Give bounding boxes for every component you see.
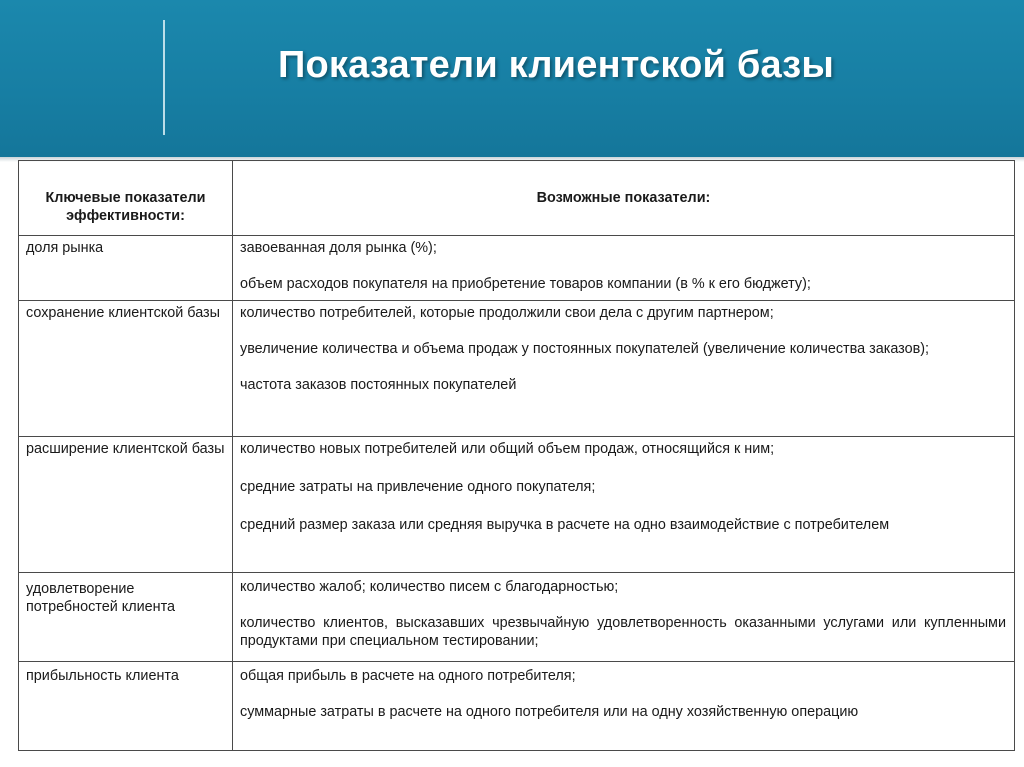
table-row [19,236,1015,301]
indicator-text: увеличение количества и объема продаж у постоянных покупателей (увеличение количества заказов); [240,341,930,357]
indicator-text: суммарные затраты в расчете на одного потребителя или на одну хозяйственную операцию [240,704,859,720]
indicator-text: количество потребителей, которые продолжили свои дела с другим партнером; [240,305,774,321]
table-header-row [19,161,1015,236]
title-banner [0,0,1024,157]
indicators-cell [233,437,1015,573]
kpi-table [18,160,1015,751]
indicator-text: средний размер заказа или средняя выручка в расчете на одно взаимодействие с потребителем [240,517,890,533]
indicator-text: количество клиентов, высказавших чрезвычайную удовлетворенность оказанными услугами или купленными продуктами при специальном тестировании; [240,615,1006,649]
indicators-cell [233,236,1015,301]
indicators-cell [233,662,1015,751]
banner-divider-line [163,20,165,135]
kpi-cell: прибыльность клиента [19,662,233,751]
indicator-text: частота заказов постоянных покупателей [240,377,517,393]
kpi-cell: сохранение клиентской базы [19,301,233,437]
indicator-text: количество жалоб; количество писем с благодарностью; [240,579,619,595]
indicator-text: общая прибыль в расчете на одного потребителя; [240,668,576,684]
slide-title: Показатели клиентской базы [278,44,835,86]
indicator-text: средние затраты на привлечение одного покупателя; [240,479,596,495]
table-row [19,301,1015,437]
table-row [19,662,1015,751]
table-row [19,573,1015,662]
header-indicators: Возможные показатели: [233,161,1015,236]
header-kpi: Ключевые показатели эффективности: [19,161,233,236]
kpi-cell: удовлетворение потребностей клиента [19,573,233,662]
kpi-cell: расширение клиентской базы [19,437,233,573]
kpi-cell: доля рынка [19,236,233,301]
indicators-cell [233,573,1015,662]
indicator-text: объем расходов покупателя на приобретение товаров компании (в % к его бюджету); [240,276,811,292]
indicator-text: завоеванная доля рынка (%); [240,240,437,256]
indicators-cell [233,301,1015,437]
indicator-text: количество новых потребителей или общий объем продаж, относящийся к ним; [240,441,775,457]
table-row [19,437,1015,573]
